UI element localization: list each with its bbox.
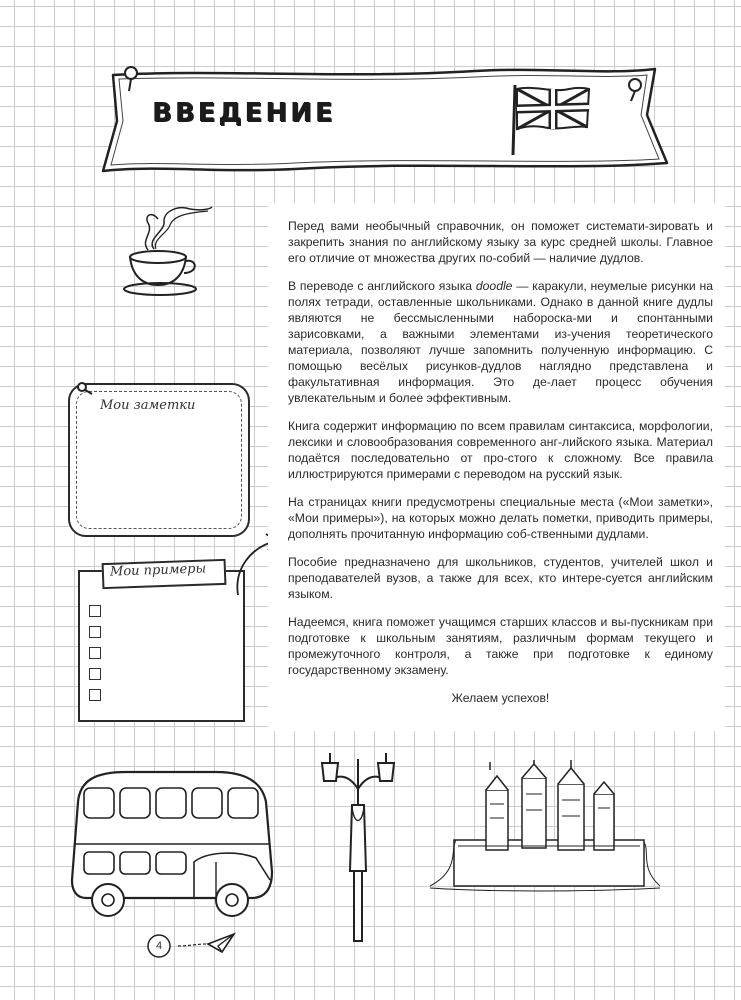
notes-label: Мои заметки (100, 398, 196, 413)
paragraph: Пособие предназначено для школьников, студентов, учителей школ и преподавателей вузов, а также для всех, кто интере-суется английским языком. (288, 555, 713, 601)
castle-icon (430, 760, 660, 895)
paragraph: Надеемся, книга поможет учащимся старших классов и вы-пускникам при подготовке к школьным занятиям, различным формам текущего и промежуточного контроля, а также при подготовке к единому государственному экзамену. (288, 615, 713, 677)
paragraph: Книга содержит информацию по всем правилам синтаксиса, морфологии, лексики и словообразования современного анг-лийского языка. Материал подаётся последовательно от про-стого к сложному. Все правила иллюстрируются примерами с переводом на русский язык. (288, 419, 713, 481)
paragraph: Перед вами необычный справочник, он поможет системати-зировать и закрепить знания по английскому языку за курс средней школы. Главное его отличие от множества других по-собий — наличие дудлов. (288, 219, 713, 265)
pin-icon (74, 380, 254, 400)
checkbox[interactable] (89, 668, 101, 680)
page-title: ВВЕДЕНИЕ (152, 98, 336, 128)
checkbox[interactable] (89, 647, 101, 659)
street-lamp-icon (318, 745, 398, 945)
term: doodle (475, 279, 513, 293)
examples-card[interactable] (78, 570, 245, 722)
paper-plane-icon (178, 930, 238, 958)
teacup-icon (118, 205, 218, 300)
paragraph: На страницах книги предусмотрены специальные места («Мои заметки», «Мои примеры»), на которых можно делать пометки, приводить примеры, дополнять прочитанную информацию соб-ственными дудлами. (288, 495, 713, 541)
checkbox[interactable] (89, 689, 101, 701)
checkbox[interactable] (89, 605, 101, 617)
checkbox[interactable] (89, 626, 101, 638)
closing-text: Желаем успехов! (451, 691, 550, 705)
intro-text-panel (268, 203, 725, 731)
page-number: 4 (155, 940, 163, 952)
paragraph: В переводе с английского языка doodle — каракули, неумелые рисунки на полях тетради, оставленные школьниками. Однако в данной книге дудлы являются не бессмысленными набороска-ми и спонтанными зарисовками, а важными элементами из-учения теоретического материала, позволяют лучше запомнить полученную информацию. С помощью весёлых рисунков-дудлов наглядно представлена и факультативная информация. Это де-лает процесс обучения увлекательным и более эффективным. (288, 279, 713, 405)
examples-label: Мои примеры (109, 561, 207, 580)
bus-icon (66, 762, 286, 922)
